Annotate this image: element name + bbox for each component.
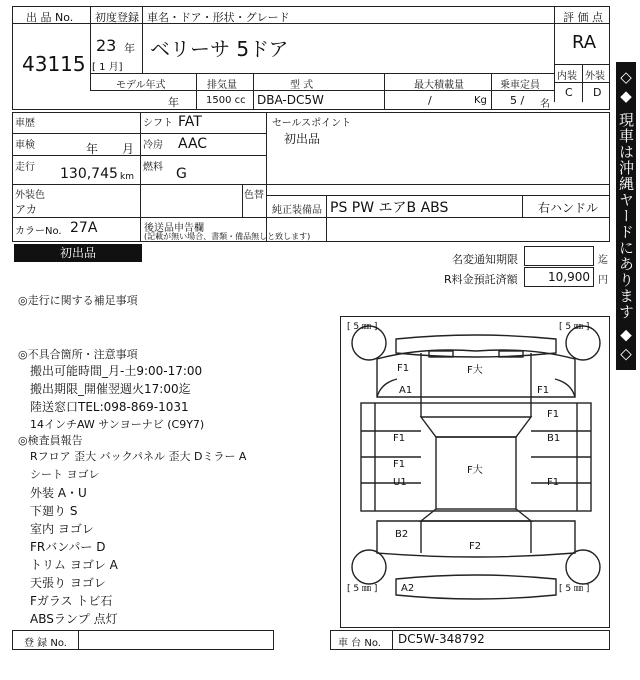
displacement-value: 1500 cc — [206, 95, 246, 106]
model-year-label: モデル年式 — [116, 80, 166, 91]
color-change-label: 色替 — [244, 190, 264, 201]
equipment-label: 純正装備品 — [272, 205, 322, 216]
mileage-unit: km — [120, 172, 134, 182]
color-no-value: 27A — [70, 220, 98, 236]
mileage-label: 走行 — [15, 162, 35, 173]
shift-value: FAT — [178, 114, 202, 130]
reg-month: [ 1 月] — [92, 62, 123, 73]
recycle-value: 10,900 — [548, 270, 590, 284]
tire-depth-fr: [ 5 ㎜ ] — [559, 322, 590, 332]
capacity-unit: 名 — [540, 99, 550, 110]
mark-l-door-front: F1 — [393, 433, 406, 444]
car-name: ベリーサ 5ドア — [150, 37, 289, 61]
mark-fl-a: A1 — [399, 385, 413, 396]
fuel-label: 燃料 — [143, 162, 163, 173]
equipment-value: PS PW エアB ABS — [330, 200, 449, 216]
list-item: 14インチAW サンヨーナビ (C9Y7) — [30, 418, 205, 431]
deadline-label: 名変通知期限 — [452, 253, 518, 266]
list-item: 天張り ヨゴレ — [30, 576, 106, 590]
mark-r-door-front: F1 — [547, 409, 560, 420]
history-label: 車歴 — [15, 118, 35, 129]
max-load-unit: Kg — [474, 95, 487, 106]
chassis-label: 車 台 No. — [338, 638, 381, 649]
ac-value: AAC — [178, 136, 208, 152]
list-item: Rフロア 歪大 バックパネル 歪大 Dミラー A — [30, 450, 247, 463]
displacement-label: 排気量 — [207, 80, 237, 91]
color-no-label: カラーNo. — [15, 226, 62, 237]
report-note: (記載が無い場合、書類・備品無しと致します) — [144, 232, 311, 241]
tire-depth-fl: [ 5 ㎜ ] — [347, 322, 378, 332]
mark-r-b: B1 — [547, 433, 561, 444]
chassis-value: DC5W-348792 — [398, 632, 485, 646]
mark-hood: F大 — [467, 365, 483, 376]
eval-label: 評 価 点 — [563, 11, 603, 24]
tire-depth-rl: [ 5 ㎜ ] — [347, 584, 378, 594]
interior-label: 内装 — [557, 71, 577, 82]
interior-grade: C — [565, 86, 573, 99]
model-year-value: 年 — [168, 96, 179, 109]
mark-r-door-rear: F1 — [547, 477, 560, 488]
ac-label: 冷房 — [143, 140, 163, 151]
inspection-month: 月 — [122, 142, 135, 156]
max-load-value: / — [428, 94, 432, 107]
lot-label: 出 品 No. — [26, 11, 74, 24]
list-item: トリム ヨゴレ A — [30, 558, 118, 572]
color-value: アカ — [15, 203, 37, 216]
recycle-label: R料金預託済額 — [444, 273, 518, 286]
inspection-year: 年 — [86, 142, 99, 156]
list-item: シート ヨゴレ — [30, 468, 100, 481]
deadline-box — [524, 246, 594, 266]
deadline-suffix: 迄 — [598, 255, 608, 266]
list-item: 搬出可能時間_月-土9:00-17:00 — [30, 364, 203, 378]
inspector-header: ◎検査員報告 — [18, 434, 83, 447]
location-banner: ◇◆ 現車は沖縄ヤードにあります ◆◇ — [616, 62, 636, 370]
list-item: Fガラス トビ石 — [30, 594, 113, 608]
sales-point-value: 初出品 — [284, 132, 321, 146]
first-reg-label: 初度登録 — [95, 11, 139, 24]
mileage-value: 130,745 — [60, 166, 118, 182]
lot-number: 43115 — [22, 52, 86, 76]
list-item: 下廻り S — [30, 504, 78, 518]
mark-fr-fender: F1 — [537, 385, 550, 396]
list-item: FRバンパー D — [30, 540, 106, 554]
recycle-unit: 円 — [598, 275, 608, 286]
handle-value: 右ハンドル — [538, 201, 599, 215]
first-listing-label: 初出品 — [14, 244, 142, 262]
fuel-value: G — [176, 166, 187, 182]
list-item: 外装 A・U — [30, 486, 87, 500]
car-name-label: 車名・ドア・形状・グレード — [147, 11, 290, 24]
mark-rear-bumper: A2 — [401, 583, 415, 594]
report-label: 後送品申告欄 — [144, 223, 204, 234]
list-item: 搬出期限_開催翌週火17:00迄 — [30, 382, 191, 396]
shift-label: シフト — [143, 118, 173, 129]
mark-rear-l: B2 — [395, 529, 409, 540]
capacity-label: 乗車定員 — [500, 80, 540, 91]
defects-header: ◎不具合箇所・注意事項 — [18, 348, 138, 361]
mark-l-door-rear: F1 — [393, 459, 406, 470]
list-item: 陸送窓口TEL:098-869-1031 — [30, 400, 189, 414]
mark-trunk: F2 — [469, 541, 482, 552]
mark-l-u: U1 — [393, 477, 407, 488]
car-diagram — [340, 316, 610, 628]
tire-depth-rr: [ 5 ㎜ ] — [559, 584, 590, 594]
inspection-label: 車検 — [15, 140, 35, 151]
exterior-grade: D — [593, 86, 602, 99]
color-label: 外装色 — [15, 190, 45, 201]
year-unit: 年 — [124, 42, 135, 55]
eval-score: RA — [572, 32, 597, 53]
reg-no-label: 登 録 No. — [24, 638, 67, 649]
mark-fl-fender: F1 — [397, 363, 410, 374]
type-value: DBA-DC5W — [257, 93, 324, 107]
reg-year: 23 — [96, 36, 117, 55]
driving-notes-header: ◎走行に関する補足事項 — [18, 294, 138, 307]
max-load-label: 最大積載量 — [414, 80, 464, 91]
list-item: ABSランプ 点灯 — [30, 612, 118, 626]
exterior-label: 外装 — [585, 71, 605, 82]
type-label: 型 式 — [290, 80, 314, 91]
capacity-value: 5 / — [510, 94, 525, 107]
mark-roof: F大 — [467, 465, 483, 476]
sales-point-label: セールスポイント — [272, 118, 352, 129]
list-item: 室内 ヨゴレ — [30, 522, 94, 536]
